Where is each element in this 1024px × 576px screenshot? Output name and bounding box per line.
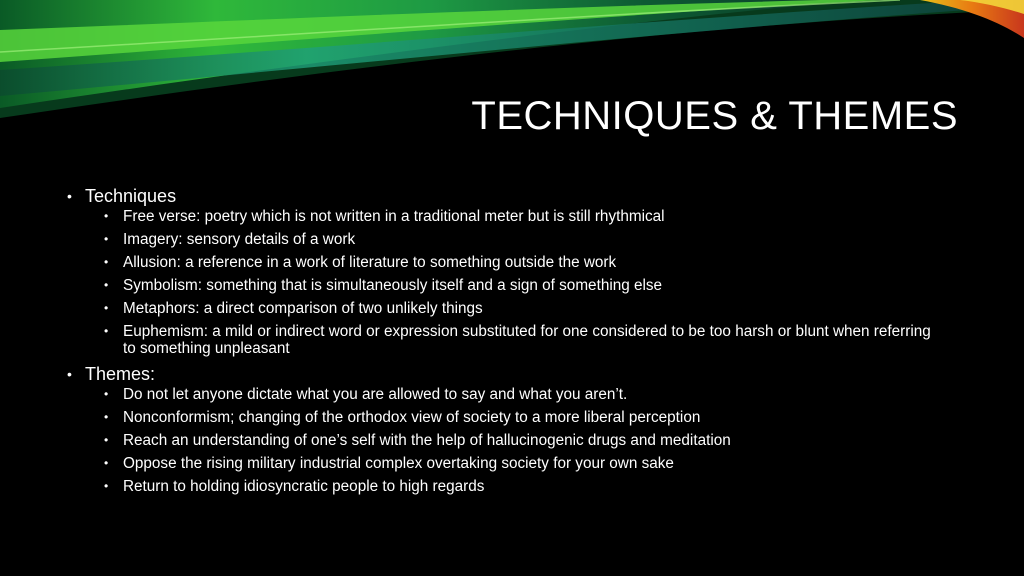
list-item: • Free verse: poetry which is not written in a traditional meter but is still rhythmical: [104, 208, 946, 225]
slide-title: TECHNIQUES & THEMES: [471, 94, 958, 138]
list-item: • Oppose the rising military industrial complex overtaking society for your own sake: [104, 455, 946, 472]
section-heading: • Techniques: [66, 185, 946, 207]
list-item: • Nonconformism; changing of the orthodox view of society to a more liberal perception: [104, 409, 946, 426]
section-heading: • Themes:: [66, 363, 946, 385]
section-themes: [66, 363, 946, 495]
section-techniques: [66, 185, 946, 357]
list-item: • Symbolism: something that is simultaneously itself and a sign of something else: [104, 277, 946, 294]
list-item: • Reach an understanding of one’s self with the help of hallucinogenic drugs and meditation: [104, 432, 946, 449]
list-item: • Metaphors: a direct comparison of two unlikely things: [104, 300, 946, 317]
list-item: • Return to holding idiosyncratic people to high regards: [104, 478, 946, 495]
list-item: • Imagery: sensory details of a work: [104, 231, 946, 248]
themes-list: [66, 386, 946, 495]
list-item: • Euphemism: a mild or indirect word or expression substituted for one considered to be too harsh or blunt when referring to something unpleasant: [104, 323, 946, 357]
list-item: • Allusion: a reference in a work of literature to something outside the work: [104, 254, 946, 271]
slide-content: [66, 185, 946, 501]
techniques-list: [66, 208, 946, 357]
list-item: • Do not let anyone dictate what you are allowed to say and what you aren’t.: [104, 386, 946, 403]
